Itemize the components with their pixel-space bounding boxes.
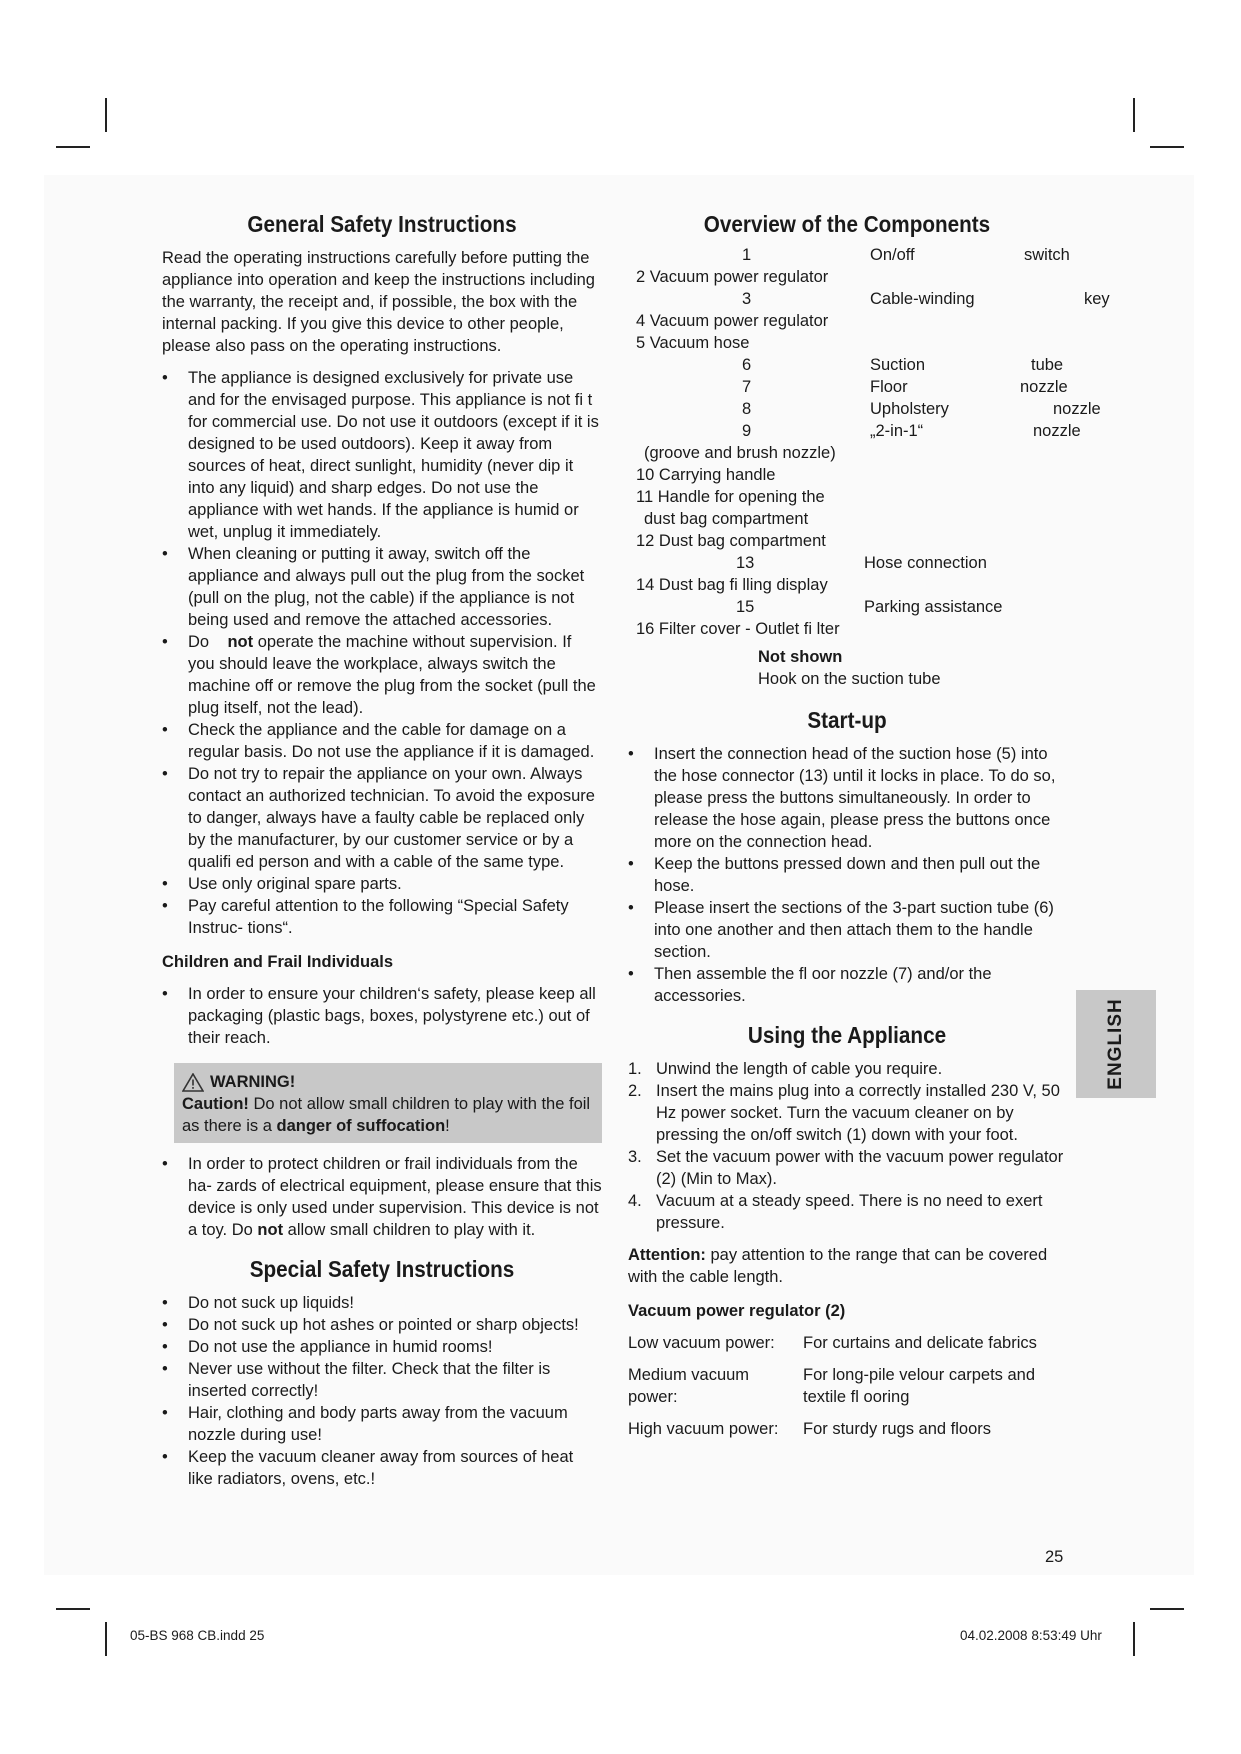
list-item: • Never use without the filter. Check that the filter is inserted correctly!: [162, 1358, 602, 1402]
children-list-2: [162, 1153, 602, 1241]
list-item: • Pay careful attention to the following “Special Safety Instruc- tions“.: [162, 895, 602, 939]
component-row: Not shown: [758, 648, 843, 666]
attention-note: Attention: pay attention to the range that can be covered with the cable length.: [628, 1246, 1048, 1286]
component-row: 13 Hose connection: [736, 554, 987, 572]
component-row: dust bag compartment: [644, 510, 809, 528]
list-item: • When cleaning or putting it away, switch off the appliance and always pull out the plug from the socket (pull on the plug, not the cable) if the appliance is not being used and remove the attached accessories.: [162, 543, 602, 631]
general-safety-list: [162, 367, 602, 939]
children-title: Children and Frail Individuals: [162, 953, 394, 971]
warning-box: [174, 1063, 602, 1143]
crop-mark: [56, 146, 90, 148]
component-row: 10 Carrying handle: [636, 466, 776, 484]
footer-date: 04.02.2008 8:53:49 Uhr: [960, 1628, 1102, 1643]
component-row: 3 Cable-winding key: [742, 290, 1110, 308]
component-row: 9 „2-in-1“ nozzle: [742, 422, 1081, 440]
crop-mark: [1150, 146, 1184, 148]
special-safety-title: Special Safety Instructions: [249, 1256, 515, 1282]
component-row: 15 Parking assistance: [736, 598, 1003, 616]
list-item: • Use only original spare parts.: [162, 873, 602, 895]
component-row: 12 Dust bag compartment: [636, 532, 826, 550]
crop-mark: [1133, 1622, 1135, 1656]
component-row: 16 Filter cover - Outlet fi lter: [636, 620, 840, 638]
using-steps: [628, 1058, 1066, 1234]
children-list: [162, 983, 602, 1049]
list-item: 1. Unwind the length of cable you require.: [628, 1060, 943, 1078]
footer-file: 05-BS 968 CB.indd 25: [130, 1628, 265, 1643]
component-row: 4 Vacuum power regulator: [636, 312, 829, 330]
component-row: 6 Suction tube: [742, 356, 1064, 374]
component-row: (groove and brush nozzle): [644, 444, 836, 462]
right-column: [628, 210, 1110, 1440]
crop-mark: [1150, 1608, 1184, 1610]
startup-list: [628, 743, 1066, 1007]
startup-title: Start-up: [807, 707, 887, 733]
components-list: [628, 244, 1110, 690]
list-item: • In order to protect children or frail individuals from the ha- zards of electrical equipment, please ensure that this device is only used under supervision. This device is not a toy. Do not allow small children to play with it.: [162, 1153, 602, 1241]
component-row: Hook on the suction tube: [758, 670, 941, 688]
component-row: 14 Dust bag fi lling display: [636, 576, 828, 594]
list-item: • Then assemble the fl oor nozzle (7) and/or the accessories.: [628, 963, 1066, 1007]
vreg-key: Medium vacuum power:: [628, 1366, 750, 1406]
vreg-title: Vacuum power regulator (2): [628, 1302, 846, 1320]
component-row: 2 Vacuum power regulator: [636, 268, 829, 286]
general-safety-title: General Safety Instructions: [247, 211, 517, 237]
list-item: • Please insert the sections of the 3-part suction tube (6) into one another and then attach them to the handle section.: [628, 897, 1066, 963]
special-safety-list: [162, 1292, 602, 1490]
crop-mark: [105, 1622, 107, 1656]
vreg-value: For long-pile velour carpets and textile fl ooring: [803, 1366, 1036, 1406]
list-item: • Keep the vacuum cleaner away from sources of heat like radiators, ovens, etc.!: [162, 1446, 602, 1490]
component-row: 11 Handle for opening the: [636, 488, 825, 506]
list-item: • Keep the buttons pressed down and then pull out the hose.: [628, 853, 1066, 897]
list-item: 4. Vacuum at a steady speed. There is no need to exert pressure.: [628, 1192, 1043, 1232]
list-item: • In order to ensure your children‘s safety, please keep all packaging (plastic bags, boxes, polystyrene etc.) out of their reach.: [162, 983, 602, 1049]
component-row: 8 Upholstery nozzle: [742, 400, 1101, 418]
component-row: 5 Vacuum hose: [636, 334, 750, 352]
general-safety-intro: Read the operating instructions carefully before putting the appliance into operation and keep the instructions including the warranty, the receipt and, if possible, the box with the internal packing. If you give this device to other people, please also pass on the operating instructions.: [162, 249, 595, 355]
using-title: Using the Appliance: [747, 1022, 947, 1048]
list-item: • Do not suck up hot ashes or pointed or sharp objects!: [162, 1314, 602, 1336]
list-item: • Hair, clothing and body parts away from the vacuum nozzle during use!: [162, 1402, 602, 1446]
crop-mark: [56, 1608, 90, 1610]
list-item: 3. Set the vacuum power with the vacuum power regulator (2) (Min to Max).: [628, 1148, 1064, 1188]
vreg-key: Low vacuum power:: [628, 1334, 775, 1352]
list-item: • Do not use the appliance in humid rooms!: [162, 1336, 602, 1358]
vreg-table: [628, 1332, 1066, 1440]
list-item: • Check the appliance and the cable for damage on a regular basis. Do not use the appliance if it is damaged.: [162, 719, 602, 763]
list-item: • Do not suck up liquids!: [162, 1292, 602, 1314]
list-item: • Insert the connection head of the suction hose (5) into the hose connector (13) until it locks in place. To do so, please press the buttons simultaneously. In order to release the hose again, please press the buttons once more on the connection head.: [628, 743, 1066, 853]
crop-mark: [105, 98, 107, 132]
vreg-value: For sturdy rugs and floors: [803, 1420, 991, 1438]
page-number: 25: [1045, 1548, 1064, 1566]
list-item: • Do not try to repair the appliance on your own. Always contact an authorized technician. To avoid the exposure to danger, always have a faulty cable be replaced only by the manufacturer, by our customer service or by a qualifi ed person and with a cable of the same type.: [162, 763, 602, 873]
warning-heading: WARNING!: [182, 1071, 594, 1093]
vreg-value: For curtains and delicate fabrics: [803, 1334, 1037, 1352]
crop-mark: [1133, 98, 1135, 132]
warning-text: Caution! Do not allow small children to play with the foil as there is a danger of suffocation!: [182, 1095, 591, 1135]
vreg-key: High vacuum power:: [628, 1420, 779, 1438]
list-item: • Do not operate the machine without supervision. If you should leave the workplace, always switch the machine off or remove the plug from the socket (pull the plug itself, not the lead).: [162, 631, 602, 719]
component-row: 7 Floor nozzle: [742, 378, 1068, 396]
component-row: 1 On/off switch: [742, 246, 1070, 264]
list-item: 2. Insert the mains plug into a correctly installed 230 V, 50 Hz power socket. Turn the vacuum cleaner on by pressing the on/off switch (1) down with your foot.: [628, 1082, 1060, 1144]
warning-triangle-icon: [182, 1073, 204, 1092]
language-tab: ENGLISH: [1076, 990, 1156, 1098]
left-column: [162, 210, 602, 1500]
list-item: • The appliance is designed exclusively for private use and for the envisaged purpose. This appliance is not fi t for commercial use. Do not use it outdoors (except if it is designed to be used outdoors). Keep it away from sources of heat, direct sunlight, humidity (never dip it into any liquid) and sharp edges. Do not use the appliance with wet hands. If the appliance is humid or wet, unplug it immediately.: [162, 367, 602, 543]
components-title: Overview of the Components: [703, 211, 991, 237]
